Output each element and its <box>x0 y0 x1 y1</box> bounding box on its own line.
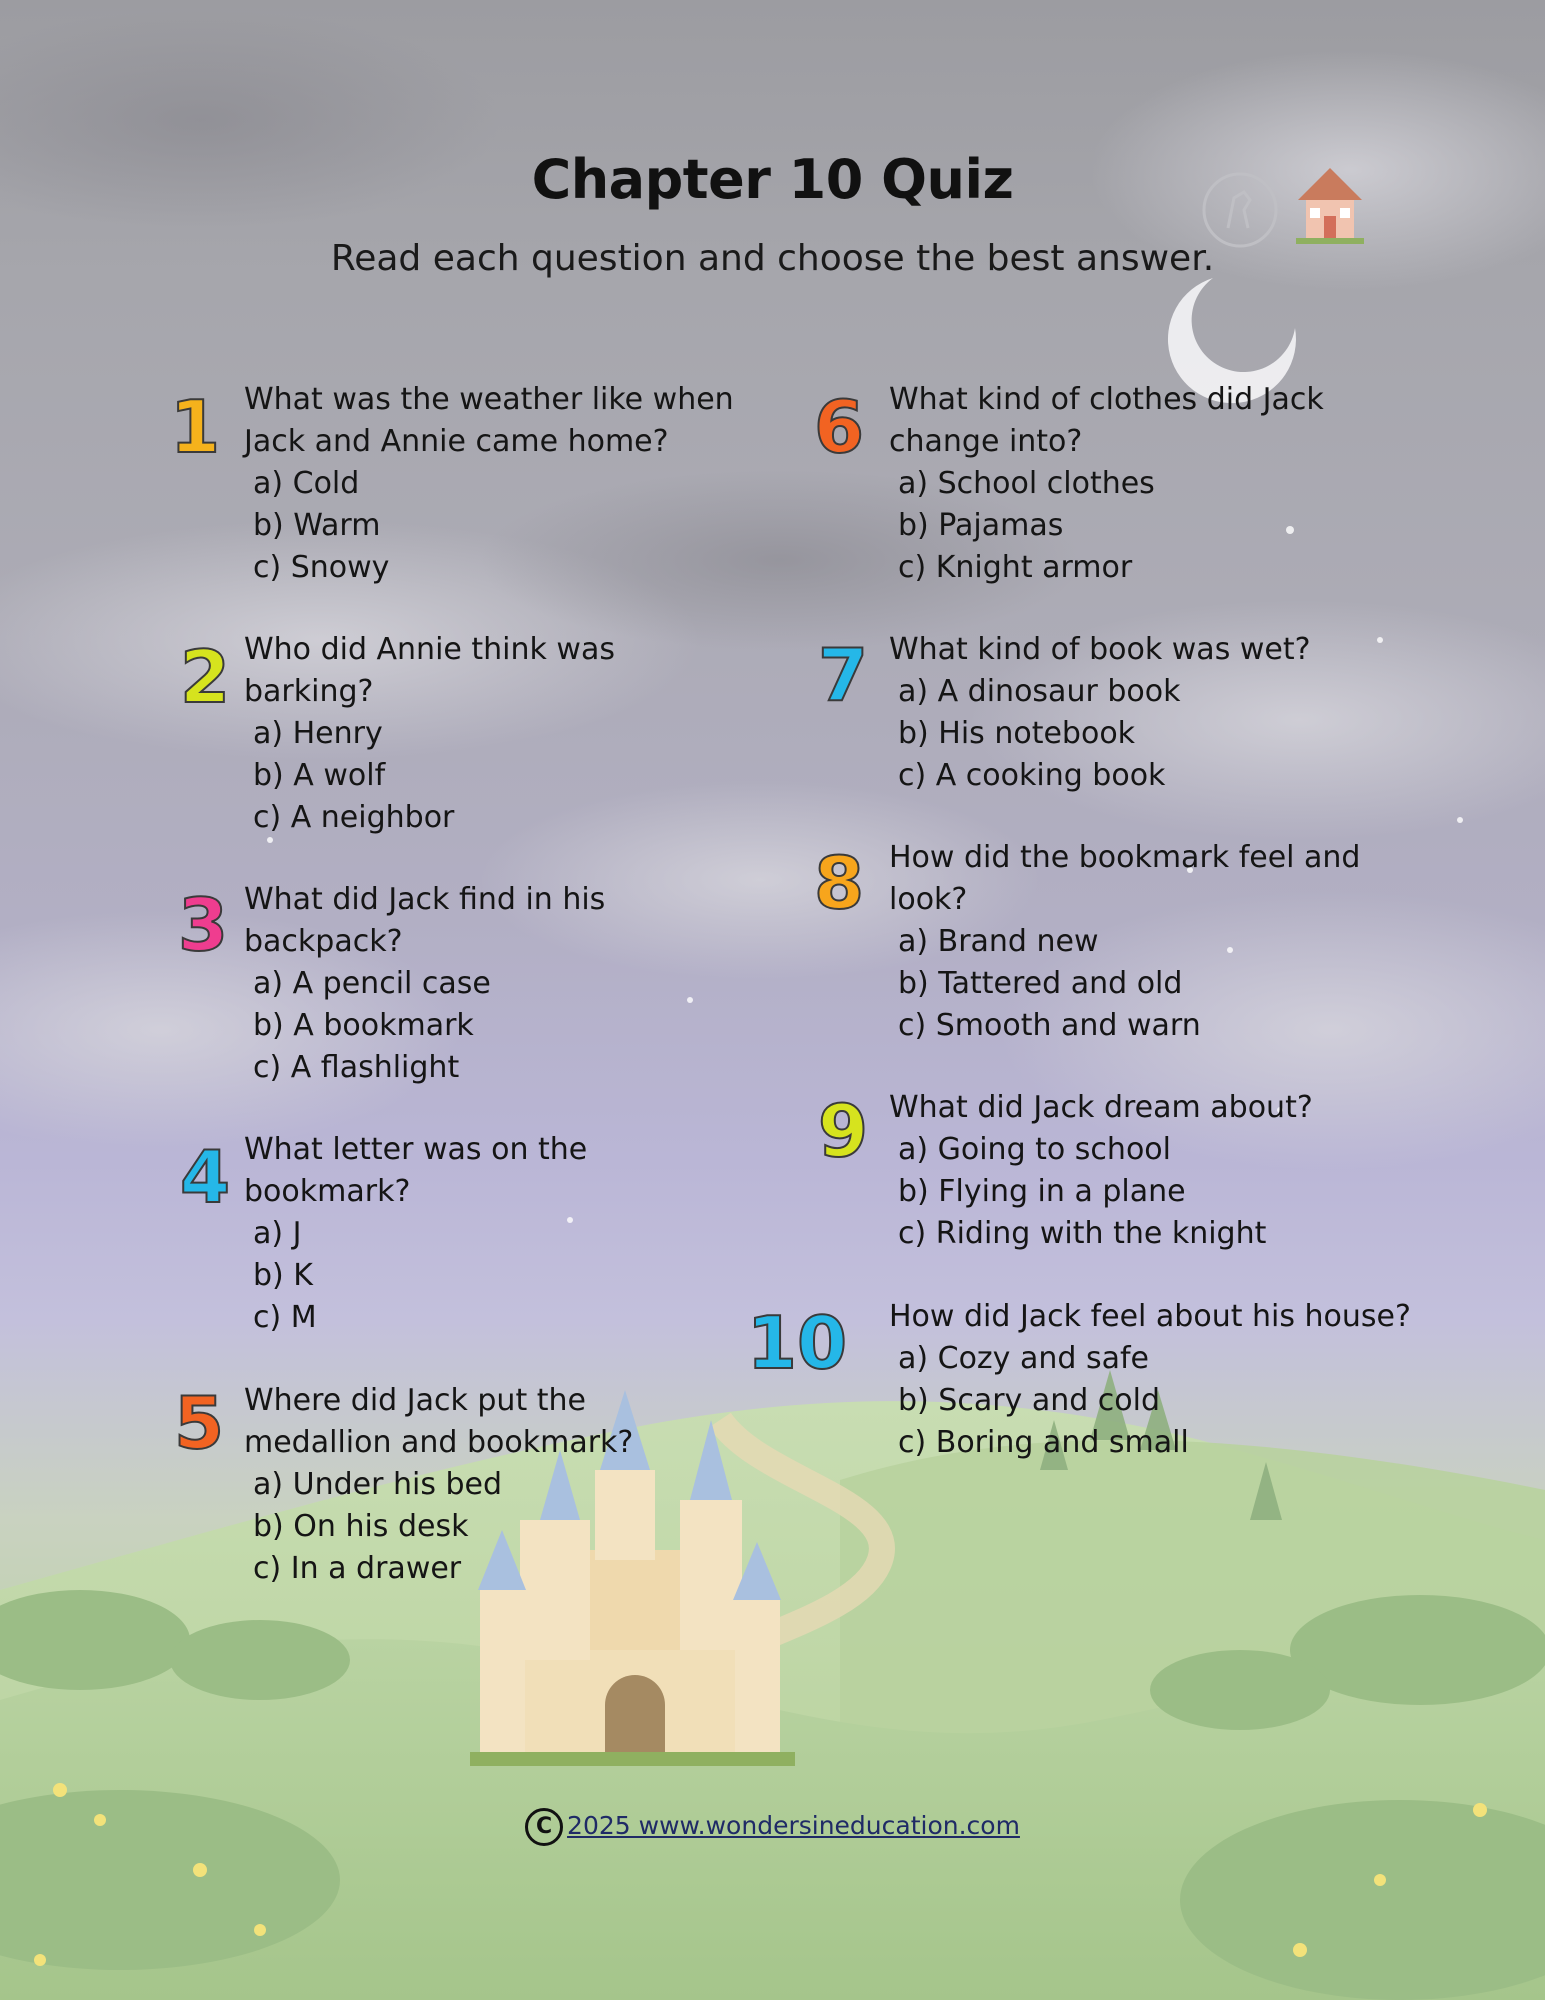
answer-option[interactable]: b) On his desk <box>253 1509 469 1544</box>
answer-option[interactable]: b) Pajamas <box>898 508 1064 543</box>
answer-option[interactable]: a) Cozy and safe <box>898 1341 1149 1376</box>
question-stem: What kind of clothes did Jack change into? <box>889 382 1324 459</box>
number-glyph: 2 <box>179 635 231 719</box>
question-3 <box>244 879 764 1089</box>
number-glyph: 1 <box>169 385 221 469</box>
answer-option[interactable]: a) Henry <box>253 716 383 751</box>
answer-option[interactable]: a) Cold <box>253 466 360 501</box>
number-glyph: 9 <box>817 1089 869 1173</box>
number-4-icon <box>166 1130 244 1230</box>
question-7 <box>889 629 1409 797</box>
number-glyph: 5 <box>173 1381 225 1465</box>
answer-option[interactable]: a) School clothes <box>898 466 1155 501</box>
answer-option[interactable]: c) Smooth and warn <box>898 1008 1201 1043</box>
answer-option[interactable]: c) Snowy <box>253 550 390 585</box>
number-glyph: 10 <box>746 1301 848 1385</box>
answer-option[interactable]: b) A bookmark <box>253 1008 474 1043</box>
answer-option[interactable]: a) Going to school <box>898 1132 1171 1167</box>
question-stem: What did Jack dream about? <box>889 1090 1313 1125</box>
number-5-icon <box>160 1376 238 1476</box>
logo-icon <box>1200 170 1280 250</box>
answer-option[interactable]: c) A cooking book <box>898 758 1166 793</box>
question-stem: What did Jack find in his backpack? <box>244 882 606 959</box>
number-9-icon <box>804 1084 882 1184</box>
question-10 <box>889 1296 1449 1464</box>
answer-option[interactable]: a) Brand new <box>898 924 1099 959</box>
footer <box>0 1808 1545 1846</box>
answer-option[interactable]: b) Warm <box>253 508 381 543</box>
answer-option[interactable]: b) His notebook <box>898 716 1136 751</box>
question-9 <box>889 1087 1409 1255</box>
copyright-icon: C <box>525 1808 563 1846</box>
question-2 <box>244 629 764 839</box>
question-stem: Where did Jack put the medallion and bookmark? <box>244 1383 634 1460</box>
answer-option[interactable]: c) Riding with the knight <box>898 1216 1267 1251</box>
question-stem: How did Jack feel about his house? <box>889 1299 1411 1334</box>
question-stem: How did the bookmark feel and look? <box>889 840 1361 917</box>
answer-option[interactable]: c) Knight armor <box>898 550 1133 585</box>
answer-option[interactable]: c) M <box>253 1300 317 1335</box>
number-glyph: 3 <box>177 883 229 967</box>
number-10-icon <box>722 1296 872 1396</box>
number-3-icon <box>164 878 242 978</box>
question-stem: What kind of book was wet? <box>889 632 1311 667</box>
question-4 <box>244 1129 764 1339</box>
question-stem: What was the weather like when Jack and Annie came home? <box>244 382 734 459</box>
house-icon <box>1290 160 1370 250</box>
page-title: Chapter 10 Quiz <box>531 148 1014 211</box>
answer-option[interactable]: b) Tattered and old <box>898 966 1183 1001</box>
website-link[interactable]: 2025 www.wondersineducation.com <box>567 1811 1020 1840</box>
number-glyph: 7 <box>817 633 869 717</box>
question-stem: Who did Annie think was barking? <box>244 632 615 709</box>
answer-option[interactable]: b) Flying in a plane <box>898 1174 1186 1209</box>
number-8-icon <box>800 836 878 936</box>
question-1 <box>244 379 764 589</box>
question-stem: What letter was on the bookmark? <box>244 1132 588 1209</box>
answer-option[interactable]: b) A wolf <box>253 758 386 793</box>
answer-option[interactable]: a) A dinosaur book <box>898 674 1181 709</box>
answer-option[interactable]: a) J <box>253 1216 302 1251</box>
answer-option[interactable]: b) Scary and cold <box>898 1383 1161 1418</box>
question-5 <box>244 1380 764 1590</box>
number-2-icon <box>166 630 244 730</box>
answer-option[interactable]: a) A pencil case <box>253 966 491 1001</box>
number-1-icon <box>156 380 234 480</box>
answer-option[interactable]: a) Under his bed <box>253 1467 503 1502</box>
question-8 <box>889 837 1409 1047</box>
number-6-icon <box>800 380 878 480</box>
page-subtitle: Read each question and choose the best answer. <box>330 238 1215 279</box>
question-6 <box>889 379 1409 589</box>
answer-option[interactable]: b) K <box>253 1258 313 1293</box>
number-glyph: 4 <box>179 1135 231 1219</box>
number-7-icon <box>804 628 882 728</box>
answer-option[interactable]: c) Boring and small <box>898 1425 1189 1460</box>
answer-option[interactable]: c) A flashlight <box>253 1050 460 1085</box>
number-glyph: 8 <box>813 841 865 925</box>
answer-option[interactable]: c) A neighbor <box>253 800 455 835</box>
answer-option[interactable]: c) In a drawer <box>253 1551 462 1586</box>
number-glyph: 6 <box>813 385 865 469</box>
